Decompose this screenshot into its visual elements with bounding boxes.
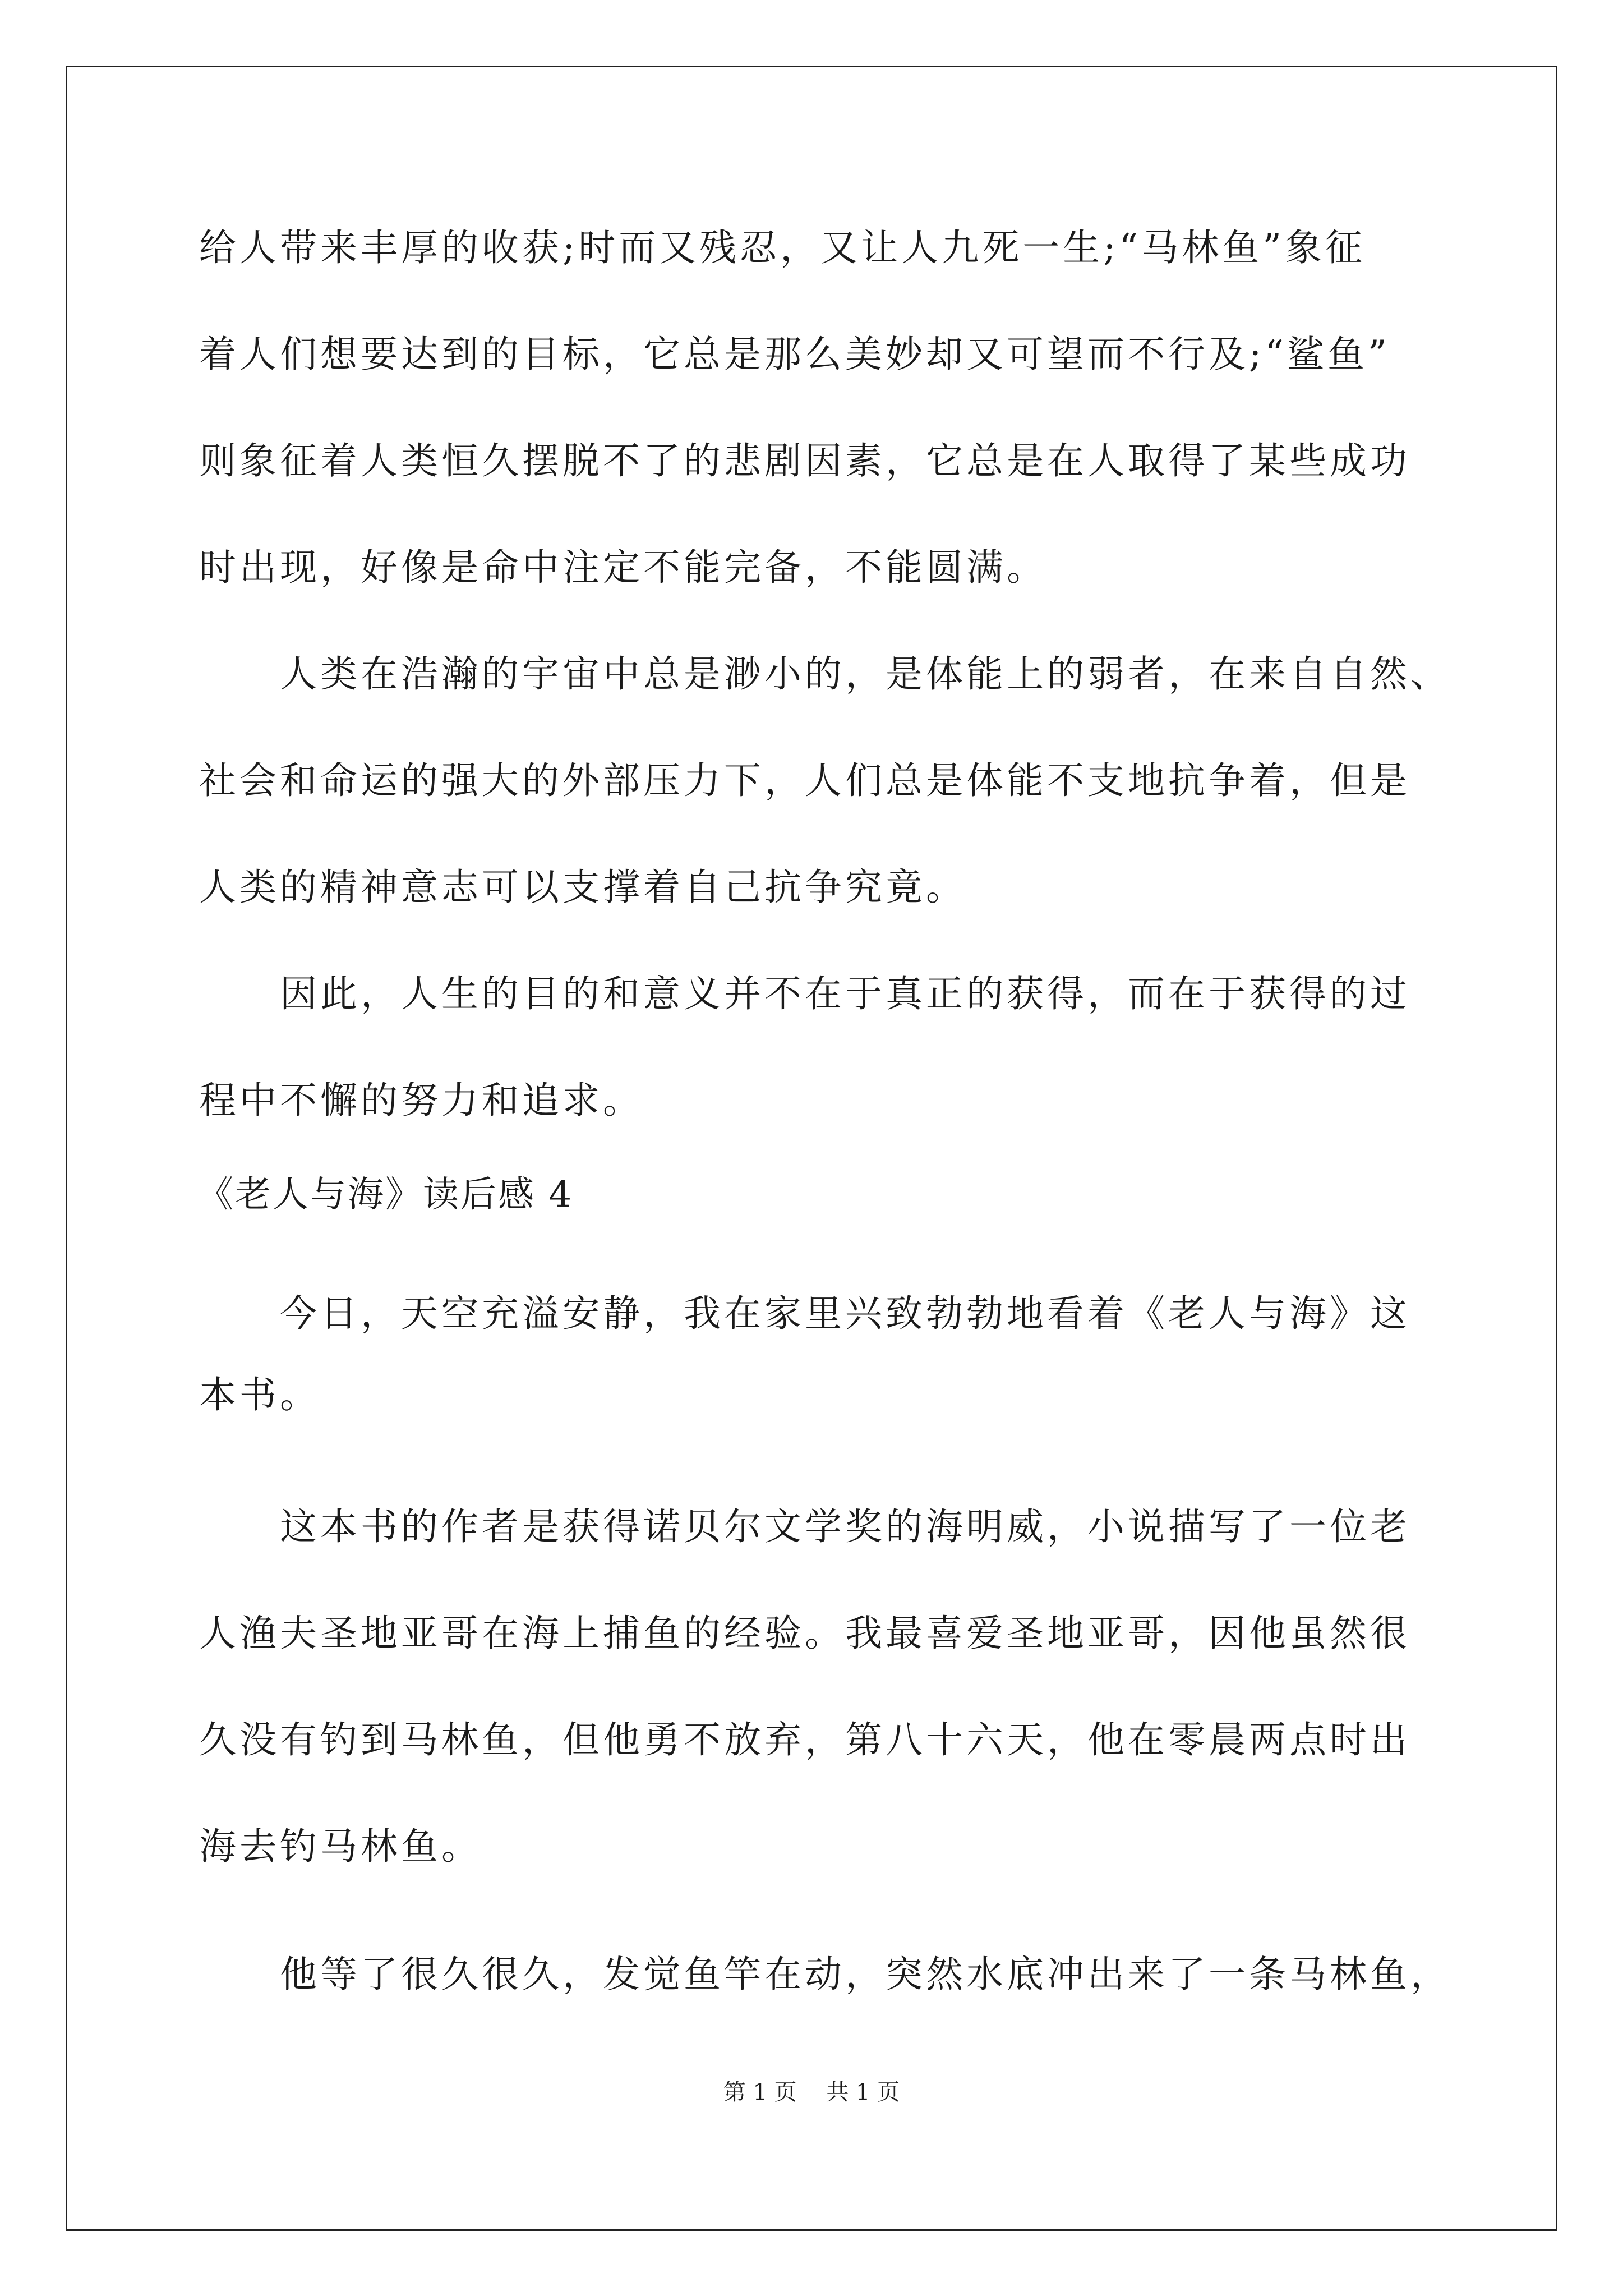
text-line: 给人带来丰厚的收获;时而又残忍，又让人九死一生;“马林鱼”象征 [199,226,1366,269]
text-line: 着人们想要达到的目标，它总是那么美妙却又可望而不行及;“鲨鱼” [199,333,1390,376]
text-line: 这本书的作者是获得诺贝尔文学奖的海明威，小说描写了一位老 [199,1505,1410,1548]
text-line: 人渔夫圣地亚哥在海上捕鱼的经验。我最喜爱圣地亚哥，因他虽然很 [199,1612,1410,1655]
text-line: 人类在浩瀚的宇宙中总是渺小的，是体能上的弱者，在来自自然、 [199,652,1451,696]
text-line: 人类的精神意志可以支撑着自己抗争究竟。 [199,866,966,909]
text-line: 时出现，好像是命中注定不能完备，不能圆满。 [199,546,1047,589]
text-line: 本书。 [199,1373,320,1416]
text-line: 因此，人生的目的和意义并不在于真正的获得，而在于获得的过 [199,972,1410,1015]
text-line: 今日，天空充溢安静，我在家里兴致勃勃地看着《老人与海》这 [199,1292,1410,1335]
text-line: 海去钓马林鱼。 [199,1825,482,1868]
text-line: 久没有钓到马林鱼，但他勇不放弃，第八十六天，他在零晨两点时出 [199,1718,1410,1761]
text-line: 则象征着人类恒久摆脱不了的悲剧因素，它总是在人取得了某些成功 [199,439,1410,482]
section-heading: 《老人与海》读后感 4 [197,1174,574,1216]
page-number-footer: 第 1 页 共 1 页 [723,2079,900,2105]
page-border [66,66,1557,2231]
text-line: 社会和命运的强大的外部压力下，人们总是体能不支地抗争着，但是 [199,759,1410,802]
text-line: 程中不懈的努力和追求。 [199,1079,643,1122]
text-line: 他等了很久很久，发觉鱼竿在动，突然水底冲出来了一条马林鱼， [199,1953,1451,1996]
